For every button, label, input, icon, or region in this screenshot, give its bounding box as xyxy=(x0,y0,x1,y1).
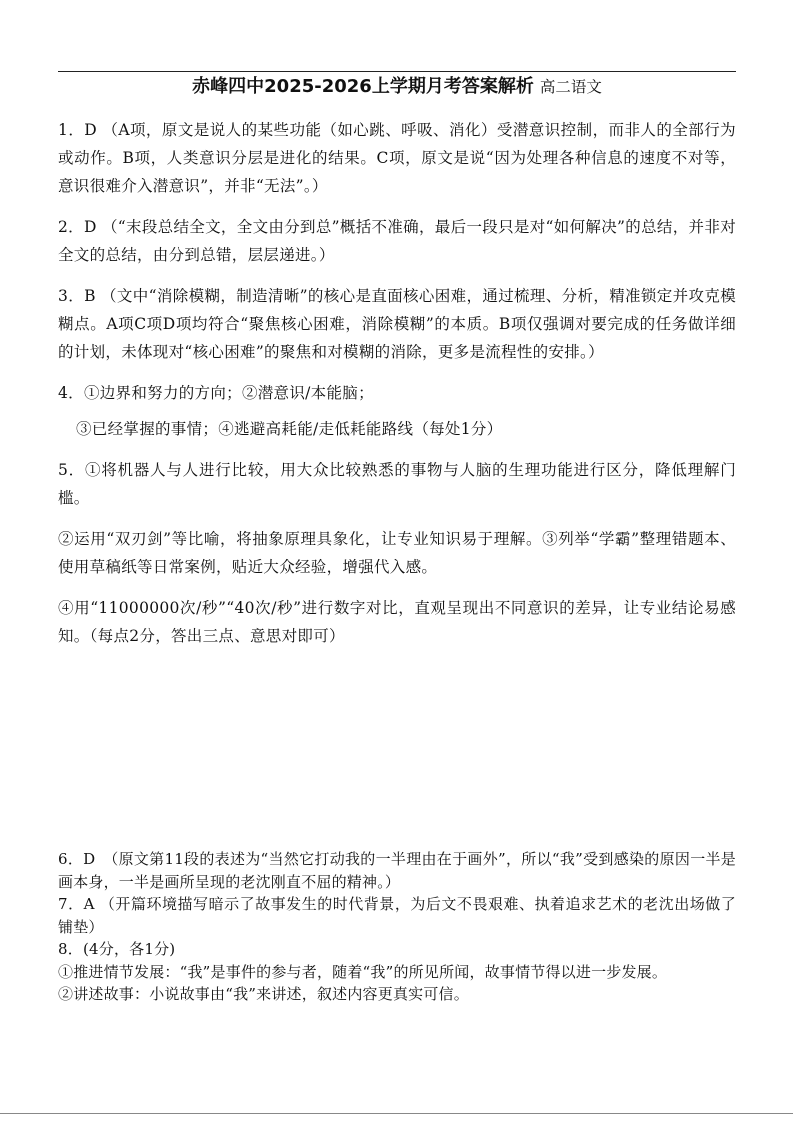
answers-section-a xyxy=(58,116,736,663)
answer-q8-heading: 8．(4分，各1分) xyxy=(58,940,176,958)
answer-q4-line2: ③已经掌握的事情；④逃避高耗能/走低耗能路线（每处1分） xyxy=(76,420,503,438)
page-header xyxy=(58,76,736,98)
answer-q5-line3: ④用“11000000次/秒”“40次/秒”进行数字对比，直观呈现出不同意识的差异，让专业结论易感知。（每点2分，答出三点、意思对即可） xyxy=(58,599,736,645)
answer-q8-point1: ①推进情节发展：“我”是事件的参与者，随着“我”的所见所闻，故事情节得以进一步发展。 xyxy=(58,962,668,981)
bottom-rule xyxy=(0,1113,793,1114)
answer-q5-line2: ②运用“双刃剑”等比喻，将抽象原理具象化，让专业知识易于理解。③列举“学霸”整理错题本、使用草稿纸等日常案例，贴近大众经验，增强代入感。 xyxy=(58,530,736,576)
answer-q7: 7．A （开篇环境描写暗示了故事发生的时代背景，为后文不畏艰难、执着追求艺术的老沈出场做了铺垫） xyxy=(58,895,736,936)
answer-q6: 6．D （原文第11段的表述为“当然它打动我的一半理由在于画外”，所以“我”受到感染的原因一半是画本身，一半是画所呈现的老沈刚直不屈的精神。） xyxy=(58,850,736,891)
top-rule xyxy=(58,71,736,72)
answer-q5-line1: 5．①将机器人与人进行比较，用大众比较熟悉的事物与人脑的生理功能进行区分，降低理解门槛。 xyxy=(58,461,736,507)
page-subtitle: 高二语文 xyxy=(539,78,602,96)
answer-q3: 3．B （文中“消除模糊，制造清晰”的核心是直面核心困难，通过梳理、分析，精准锁定并攻克模糊点。A项C项D项均符合“聚焦核心困难，消除模糊”的本质。B项仅强调对要完成的任务做详细的计划，未体现对“核心困难”的聚焦和对模糊的消除，更多是流程性的安排。） xyxy=(58,287,736,361)
page-title: 赤峰四中2025-2026上学期月考答案解析 xyxy=(192,76,534,97)
answers-section-b xyxy=(58,848,736,1006)
answer-q1: 1．D （A项，原文是说人的某些功能（如心跳、呼吸、消化）受潜意识控制，而非人的全部行为或动作。B项，人类意识分层是进化的结果。C项，原文是说“因为处理各种信息的速度不对等，意识很难介入潜意识”，并非“无法”。） xyxy=(58,121,736,195)
answer-q8-point2: ②讲述故事：小说故事由“我”来讲述，叙述内容更真实可信。 xyxy=(58,985,469,1003)
answer-q4-line1: 4．①边界和努力的方向；②潜意识/本能脑； xyxy=(58,384,374,402)
answer-q2: 2．D （“末段总结全文，全文由分到总”概括不准确，最后一段只是对“如何解决”的总结，并非对全文的总结，由分到总错，层层递进。） xyxy=(58,218,736,264)
